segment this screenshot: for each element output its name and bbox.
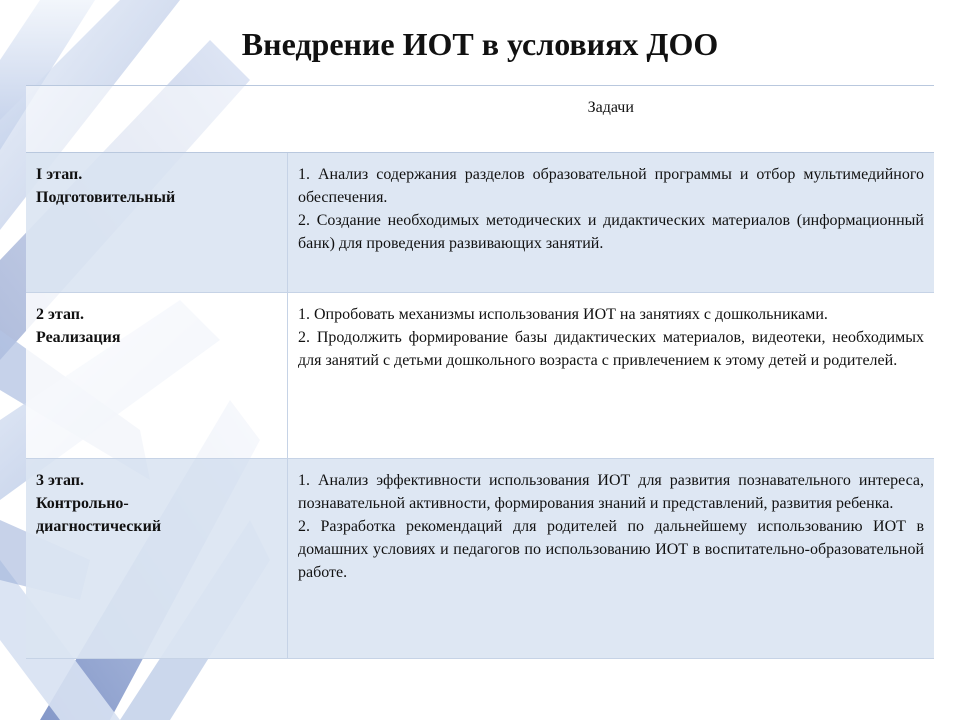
stage-number: 2 этап.	[36, 306, 84, 323]
header-stage-cell	[26, 86, 288, 153]
table-row	[26, 293, 934, 459]
task-item: 1. Анализ эффективности использования ИОТ для развития познавательного интереса, познавательной активности, формирования знаний и представлений, развития ребенка.	[298, 472, 924, 512]
tasks-cell	[288, 293, 935, 459]
tasks-cell	[288, 459, 935, 659]
stage-name-continued: диагностический	[36, 518, 162, 535]
stage-cell	[26, 459, 288, 659]
stages-table	[26, 85, 934, 659]
task-item: 1. Опробовать механизмы использования ИОТ на занятиях с дошкольниками.	[298, 306, 828, 323]
task-item: 1. Анализ содержания разделов образовательной программы и отбор мультимедийного обеспечения.	[298, 166, 924, 206]
header-tasks-cell: Задачи	[288, 86, 935, 153]
stage-name: Контрольно-	[36, 495, 129, 512]
slide-title: Внедрение ИОТ в условиях ДОО	[241, 26, 719, 62]
table-row	[26, 459, 934, 659]
tasks-cell	[288, 153, 935, 293]
stage-number: I этап.	[36, 166, 83, 183]
stage-number: 3 этап.	[36, 472, 84, 489]
table-row	[26, 153, 934, 293]
task-item: 2. Продолжить формирование базы дидактических материалов, видеотеки, необходимых для занятий с детьми дошкольного возраста с привлечением к этому детей и родителей.	[298, 329, 924, 369]
stage-name: Реализация	[36, 329, 121, 346]
task-item: 2. Создание необходимых методических и дидактических материалов (информационный банк) для проведения развивающих занятий.	[298, 212, 924, 252]
task-item: 2. Разработка рекомендаций для родителей по дальнейшему использованию ИОТ в домашних условиях и педагогов по использованию ИОТ в воспитательно-образовательной работе.	[298, 518, 924, 581]
table-header-row	[26, 86, 934, 153]
stage-cell	[26, 153, 288, 293]
stage-name: Подготовительный	[36, 189, 176, 206]
stage-cell	[26, 293, 288, 459]
